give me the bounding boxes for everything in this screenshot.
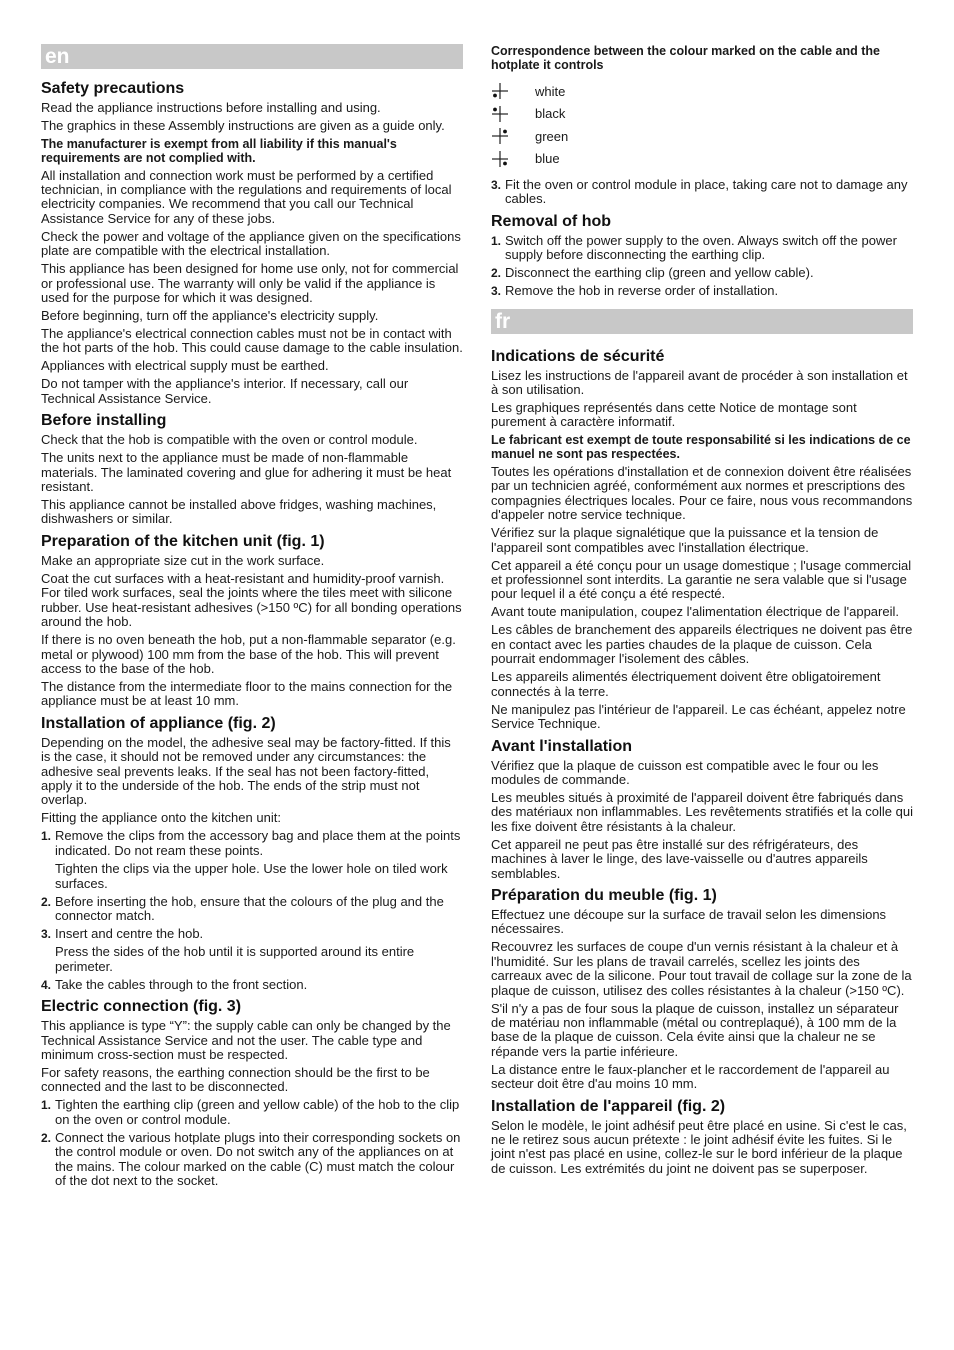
electric-step-3-en — [491, 178, 913, 207]
liability-notice-fr: Le fabricant est exempt de toute responsabilité si les indications de ce manuel ne sont pas respectées. — [491, 433, 911, 462]
list-item: 1. Remove the clips from the accessory bag and place them at the points indicated. Do not ream these points. Tighten the clips via the upper hole. Use the lower hole on tiled work surfaces. — [41, 828, 461, 891]
paragraph: Vérifiez sur la plaque signalétique que la puissance et la tension de l'appareil sont compatibles avec l'installation électrique. — [491, 525, 879, 555]
paragraph: Before beginning, turn off the appliance's electricity supply. — [41, 308, 379, 324]
list-item: 4. Take the cables through to the front section. — [41, 976, 308, 992]
list-item: blue — [491, 148, 913, 171]
electric-connection-title-en: Electric connection (fig. 3) — [41, 998, 242, 1016]
safety-title-en: Safety precautions — [41, 80, 185, 97]
list-item: 2. Connect the various hotplate plugs into their corresponding sockets on the control module or oven. Do not switch any of the appliances on at the mains. The colour marked on the cable (C) must match the colour of the dot next to the socket. — [41, 1129, 461, 1189]
right-column — [491, 44, 913, 1180]
paragraph: The graphics in these Assembly instructions are given as a guide only. — [41, 118, 445, 133]
dot-bottom-left-icon — [491, 80, 535, 102]
dot-bottom-right-icon — [491, 148, 535, 170]
paragraph: If there is no oven beneath the hob, put a non-flammable separator (e.g. metal or plywood) 100 mm from the base of the hob. This will prevent access to the base of the hob. — [41, 632, 456, 676]
paragraph: Appliances with electrical supply must be earthed. — [41, 358, 329, 374]
paragraph: Avant toute manipulation, coupez l'alimentation électrique de l'appareil. — [491, 604, 899, 620]
before-installing-title-en: Before installing — [41, 412, 167, 430]
paragraph: Les graphiques représentés dans cette Notice de montage sont purement à caractère informatif. — [491, 400, 857, 430]
paragraph: The units next to the appliance must be made of non-flammable materials. The laminated covering and glue for adhering it must be heat resistant. — [41, 450, 452, 495]
paragraph: Les meubles situés à proximité de l'appareil doivent être fabriqués dans des matériaux non inflammables. Les revêtements stratifiés et la colle qui les fixe doivent être résistants à la chaleur. — [491, 789, 913, 834]
list-item: 1. Tighten the earthing clip (green and yellow cable) of the hob to the clip on the oven or control module. — [41, 1097, 460, 1127]
installation-steps-en — [41, 829, 463, 992]
dot-top-left-icon — [491, 103, 535, 125]
preparation-title-en: Preparation of the kitchen unit (fig. 1) — [41, 532, 325, 550]
language-bar-fr: fr — [491, 309, 913, 334]
paragraph: Recouvrez les surfaces de coupe d'un vernis résistant à la chaleur et à l'humidité. Sur les plans de travail carrelés, scellez les joints des carreaux avec de la silicone. Pour tout travail de collage sur la zone de la plaque de cuisson, utilisez des colles résistantes à la chaleur (>150 ºC). — [491, 939, 912, 998]
paragraph: Do not tamper with the appliance's interior. If necessary, call our Technical Assistance Service. — [41, 376, 409, 406]
paragraph: Toutes les opérations d'installation et de connexion doivent être réalisées par un technicien agréé, conformément aux normes et prescriptions des compagnies électriques locales. Pour ce faire, nous vous recommandons d'appeler notre service technique. — [491, 464, 913, 523]
electric-steps-en — [41, 1098, 463, 1188]
paragraph: All installation and connection work must be performed by a certified technician, in compliance with the regulations and requirements of local electricity companies. We recommend that you call our Technical Assistance Service for any of these jobs. — [41, 167, 452, 226]
paragraph: La distance entre le faux-plancher et le raccordement de l'appareil au secteur doit être d'au moins 10 mm. — [491, 1061, 890, 1092]
list-item: 3. Remove the hob in reverse order of installation. — [491, 283, 779, 299]
paragraph: Fitting the appliance onto the kitchen unit: — [41, 810, 281, 826]
paragraph: Les appareils alimentés électriquement doivent être obligatoirement connectés à la terre. — [491, 669, 881, 699]
paragraph: This appliance has been designed for home use only, not for commercial or professional use. The warranty will only be valid if the appliance is used for the purpose for which it was designed. — [41, 261, 459, 306]
paragraph: Read the appliance instructions before installing and using. — [41, 100, 381, 115]
paragraph: Les câbles de branchement des appareils électriques ne doivent pas être en contact avec les parties chaudes de la plaque de cuisson. Cela pourrait endommager l'isolement des câbles. — [491, 622, 913, 667]
paragraph: This appliance is type “Y”: the supply cable can only be changed by the Technical Assistance Service and not the user. The cable type and minimum cross-section must be respected. — [41, 1018, 451, 1062]
list-item: 3. Insert and centre the hob. Press the sides of the hob until it is supported around its entire perimeter. — [41, 925, 415, 974]
list-item: white — [491, 80, 913, 103]
installation-title-en: Installation of appliance (fig. 2) — [41, 714, 276, 732]
language-bar-en: en — [41, 44, 463, 69]
list-item: 2. Before inserting the hob, ensure that the colours of the plug and the connector match. — [41, 893, 444, 923]
list-item: 2. Disconnect the earthing clip (green and yellow cable). — [491, 265, 814, 281]
preparation-title-fr: Préparation du meuble (fig. 1) — [491, 886, 717, 904]
paragraph: Make an appropriate size cut in the work surface. — [41, 552, 325, 568]
list-item: 3. Fit the oven or control module in place, taking care not to damage any cables. — [491, 177, 908, 207]
list-item: black — [491, 103, 913, 126]
paragraph: Cet appareil ne peut pas être installé sur des réfrigérateurs, des machines à laver le linge, des lave-vaisselle ou d'autres appareils semblables. — [491, 836, 868, 881]
removal-steps-en — [491, 234, 913, 299]
paragraph: Coat the cut surfaces with a heat-resistant and humidity-proof varnish. For tiled work surfaces, seal the joints where the tiles meet with silicone rubber. Use heat-resistant adhesives (>150 ºC) for all bonding operations around the hob. — [41, 570, 462, 630]
paragraph: Selon le modèle, le joint adhésif peut être placé en usine. Si c'est le cas, ne le retirez sous aucun prétexte : le joint adhésif évite les fuites. Si le joint n'est pas placé en usine, collez-le sur le bord inférieur de la plaque de cuisson. Les extrémités du joint ne doivent pas se superposer. — [491, 1117, 907, 1176]
installation-title-fr: Installation de l'appareil (fig. 2) — [491, 1097, 726, 1115]
paragraph: S'il n'y a pas de four sous la plaque de cuisson, installez un séparateur de matériau non inflammable (métal ou contreplaqué), à 100 mm de la base de la plaque de cuisson. Cela évite ainsi que la chaleur ne se répande vers la partie inférieure. — [491, 1000, 899, 1059]
colour-correspondence-list — [491, 80, 913, 170]
paragraph: Cet appareil a été conçu pour un usage domestique ; l'usage commercial et professionnel sont interdits. La garantie ne sera valable que si l'usage pour lequel il a été conçu a été respecté. — [491, 557, 912, 602]
paragraph: Effectuez une découpe sur la surface de travail selon les dimensions nécessaires. — [491, 906, 887, 937]
paragraph: Check that the hob is compatible with the oven or control module. — [41, 432, 418, 448]
paragraph: This appliance cannot be installed above fridges, washing machines, dishwashers or similar. — [41, 497, 437, 527]
safety-title-fr: Indications de sécurité — [491, 347, 665, 365]
english-column — [41, 44, 463, 1192]
paragraph: Depending on the model, the adhesive seal may be factory-fitted. If this is the case, it should not be removed under any circumstances: the adhesive seal prevents leaks. If the seal has not been factory-fitted, apply it to the underside of the hob. The ends of the strip must not overlap. — [41, 734, 451, 808]
paragraph: Ne manipulez pas l'intérieur de l'appareil. Le cas échéant, appelez notre Service Technique. — [491, 701, 906, 732]
paragraph: Vérifiez que la plaque de cuisson est compatible avec le four ou les modules de commande. — [491, 757, 879, 787]
correspondence-title-en: Correspondence between the colour marked on the cable and the hotplate it controls — [491, 44, 880, 72]
liability-notice-en: The manufacturer is exempt from all liability if this manual's requirements are not complied with. — [41, 137, 397, 165]
list-item: green — [491, 125, 913, 148]
list-item: 1. Switch off the power supply to the oven. Always switch off the power supply before disconnecting the earthing clip. — [491, 232, 897, 263]
paragraph: The appliance's electrical connection cables must not be in contact with the hot parts of the hob. This could cause damage to the cable insulation. — [41, 326, 463, 356]
removal-title-en: Removal of hob — [491, 212, 612, 230]
paragraph: For safety reasons, the earthing connection should be the first to be connected and the last to be disconnected. — [41, 1065, 430, 1095]
paragraph: Check the power and voltage of the appliance given on the specifications plate are compatible with the electrical installation. — [41, 228, 461, 259]
paragraph: Lisez les instructions de l'appareil avant de procéder à son installation et à son utilisation. — [491, 367, 908, 398]
paragraph: The distance from the intermediate floor to the mains connection for the appliance must be at least 10 mm. — [41, 678, 453, 709]
before-installing-title-fr: Avant l'installation — [491, 737, 633, 755]
dot-top-right-icon — [491, 125, 535, 147]
